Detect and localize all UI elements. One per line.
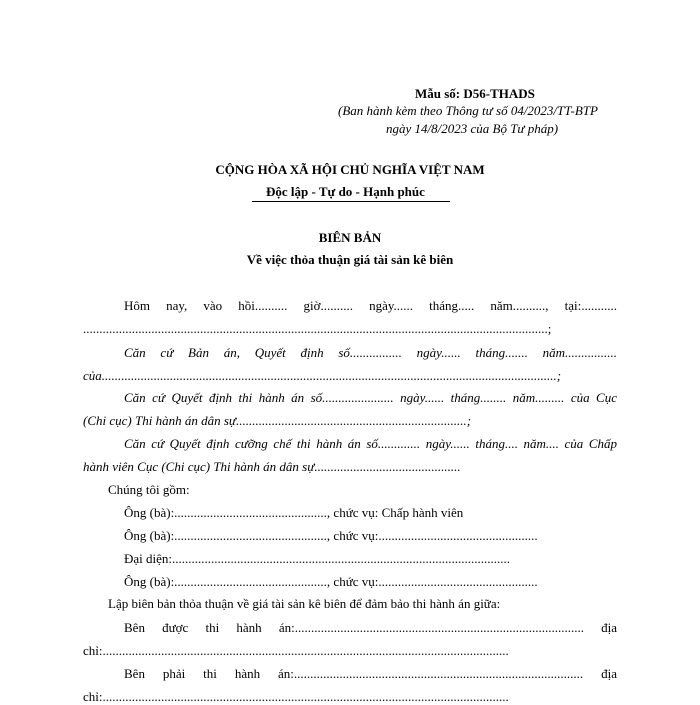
motto-underline [252, 201, 450, 202]
basis-enforcement-decision-line-cont: (Chi cục) Thi hành án dân sự.......................................................................; [83, 413, 472, 428]
debtor-line: Bên phải thi hành án:......................................................................................... địa [124, 666, 617, 681]
representative-line: Đại diện:........................................................................................................ [124, 551, 511, 566]
basis-judgment-line-cont: của............................................................................................................................................; [83, 368, 562, 383]
basis-coercion-decision-line-cont: hành viên Cục (Chi cục) Thi hành án dân sự............................................. [83, 459, 461, 474]
issued-by-line-1: (Ban hành kèm theo Thông tư số 04/2023/TT-BTP [338, 103, 598, 118]
basis-judgment-line: Căn cứ Bản án, Quyết định số................ ngày...... tháng....... năm................ [124, 345, 617, 360]
date-place-line: Hôm nay, vào hồi.......... giờ.......... ngày...... tháng..... năm.........., tại:........... [124, 298, 617, 313]
creditor-address: chỉ:............................................................................................................................. [83, 643, 509, 658]
document-subtitle: Về việc thỏa thuận giá tài sản kê biên [246, 252, 454, 267]
document-title: BIÊN BẢN [318, 230, 382, 245]
agreement-intro: Lập biên bản thỏa thuận về giá tài sản kê biên để đảm bảo thi hành án giữa: [108, 596, 501, 611]
participant-2: Ông (bà):..............................................., chức vụ:................................................. [124, 528, 538, 543]
issued-by-line-2: ngày 14/8/2023 của Bộ Tư pháp) [386, 121, 559, 136]
basis-coercion-decision-line: Căn cứ Quyết định cưỡng chế thi hành án số............. ngày...... tháng.... năm.... của Chấp [124, 436, 617, 451]
form-number: Mẫu số: D56-THADS [415, 86, 535, 101]
participant-3: Ông (bà):..............................................., chức vụ:................................................. [124, 574, 538, 589]
date-place-line-cont: ...............................................................................................................................................; [83, 321, 552, 336]
participant-1: Ông (bà):..............................................., chức vụ: Chấp hành viên [124, 505, 464, 520]
nation-motto: Độc lập - Tự do - Hạnh phúc [266, 184, 425, 199]
nation-name: CỘNG HÒA XÃ HỘI CHỦ NGHĨA VIỆT NAM [215, 162, 485, 177]
creditor-line: Bên được thi hành án:......................................................................................... địa [124, 620, 617, 635]
basis-enforcement-decision-line: Căn cứ Quyết định thi hành án số...................... ngày...... tháng........ năm......... của Cục [124, 390, 617, 405]
debtor-address: chỉ:............................................................................................................................. [83, 689, 509, 704]
participants-heading: Chúng tôi gồm: [108, 482, 190, 497]
